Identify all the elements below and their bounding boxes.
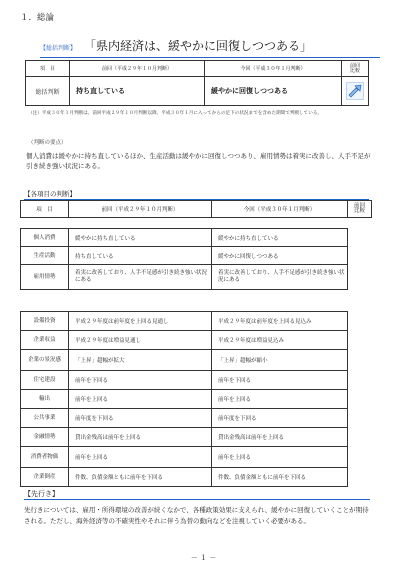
item-label: 公共事業 (21, 409, 69, 428)
verdict-tag: 【総括判断】 (40, 45, 77, 52)
header-prev: 前回（平成２９年１０月判断） (70, 61, 205, 77)
item-curr: 前年度を下回る (212, 409, 348, 428)
item-curr: 着実に改善しており、人手不足感が引き続き強い状況にある (212, 265, 348, 290)
item-label: 企業収益 (21, 331, 69, 350)
item-label: 企業倒産 (21, 468, 69, 487)
overall-verdict (40, 36, 380, 58)
items-header-table (20, 200, 372, 218)
item-compare (348, 350, 352, 371)
up-right-arrow-icon (346, 82, 364, 100)
item-prev: 平成２９年度は前年度を上回る見通し (69, 312, 212, 331)
verdict-underline (40, 57, 380, 59)
item-curr: 平成２９年度は増益見込み (212, 331, 348, 350)
header-compare (342, 61, 369, 77)
outlook-title: 【先行き】 (24, 490, 59, 498)
item-label: 住宅建設 (21, 371, 69, 390)
summary-compare (342, 77, 369, 106)
item-compare (348, 265, 352, 290)
header-item: 項 目 (26, 61, 70, 77)
item-label: 企業の景況感 (21, 350, 69, 371)
summary-label: 総括判断 (26, 77, 70, 106)
item-row (21, 409, 352, 428)
item-row (21, 312, 352, 331)
page-number: － １ － (190, 554, 217, 562)
item-curr: 貸出金残高は前年を上回る (212, 428, 348, 447)
item-compare (348, 247, 352, 265)
item-prev: 着実に改善しており、人手不足感が引き続き強い状況にある (69, 265, 212, 290)
item-label: 生産活動 (21, 247, 69, 265)
basis-text: 個人消費は緩やかに持ち直しているほか、生産活動は緩やかに回復しつつあり、雇用情勢は着実に改善し、人手不足が引き続き強い状況にある。 (26, 152, 371, 170)
header-compare-line2: 比較 (349, 67, 360, 74)
verdict-text: 「県内経済は、緩やかに回復しつつある」 (84, 39, 313, 53)
item-compare (348, 468, 352, 487)
item-label: 消費者物価 (21, 447, 69, 468)
summary-prev: 持ち直している (70, 77, 205, 106)
summary-header-row (26, 61, 369, 77)
summary-curr: 緩やかに回復しつつある (205, 77, 342, 106)
item-label: 雇用情勢 (21, 265, 69, 290)
item-row (21, 265, 352, 290)
item-row (21, 247, 352, 265)
item-row (21, 229, 352, 247)
item-compare (348, 331, 352, 350)
item-compare (348, 312, 352, 331)
item-curr: 前年を下回る (212, 371, 348, 390)
item-prev: 貸出金残高は前年を上回る (69, 428, 212, 447)
items-group-2 (20, 311, 352, 487)
item-prev: 「上昇」超幅が拡大 (69, 350, 212, 371)
note-text: （注）平成３０年１月判断は、前回平成２９年１０月判断以降、平成３０年１月に入ってからの足下の状況までを含めた期間で判断している。 (28, 111, 323, 116)
item-row (21, 428, 352, 447)
item-curr: 前年を上回る (212, 447, 348, 468)
item-row (21, 390, 352, 409)
item-compare (348, 371, 352, 390)
item-compare (348, 229, 352, 247)
header-compare-line1: 前回 (349, 62, 360, 69)
item-compare (348, 390, 352, 409)
items-title: 【各項目の判断】 (24, 190, 76, 198)
summary-row (26, 77, 369, 106)
item-prev: 前年度を下回る (69, 409, 212, 428)
item-label: 設備投資 (21, 312, 69, 331)
summary-table (25, 60, 369, 106)
item-curr: 平成２９年度は前年度を上回る見込み (212, 312, 348, 331)
item-curr: 「上昇」超幅が縮小 (212, 350, 348, 371)
header-curr: 今回（平成３０年１月判断） (205, 61, 342, 77)
item-row (21, 468, 352, 487)
item-label: 金融情勢 (21, 428, 69, 447)
item-curr: 緩やかに持ち直している (212, 229, 348, 247)
item-prev: 緩やかに持ち直している (69, 229, 212, 247)
items-header-row (21, 201, 372, 218)
item-curr: 件数、負債金額ともに前年を下回る (212, 468, 348, 487)
items-header-compare-line1: 前回 (353, 203, 365, 209)
item-label: 個人消費 (21, 229, 69, 247)
item-compare (348, 428, 352, 447)
item-curr: 前年を上回る (212, 390, 348, 409)
item-prev: 前年を上回る (69, 390, 212, 409)
items-header-compare (348, 201, 372, 218)
items-header-curr: 今回（平成３０年１月判断） (212, 201, 348, 218)
item-row (21, 447, 352, 468)
item-prev: 前年を下回る (69, 371, 212, 390)
item-row (21, 371, 352, 390)
section-title: １．総論 (20, 13, 55, 23)
item-prev: 平成２９年度は増益見通し (69, 331, 212, 350)
item-row (21, 331, 352, 350)
outlook-title-underline (24, 499, 370, 500)
items-group-1 (20, 228, 352, 290)
item-prev: 前年を上回る (69, 447, 212, 468)
outlook-text: 先行きについては、雇用・所得環境の改善が続くなかで、各種政策効果に支えられ、緩やかに回復していくことが期待される。ただし、海外経済等の不確実性やそれに伴う為替の動向などを注視していく必要がある。 (24, 506, 369, 525)
item-compare (348, 447, 352, 468)
item-label: 輸出 (21, 390, 69, 409)
item-prev: 持ち直している (69, 247, 212, 265)
item-prev: 件数、負債金額ともに前年を下回る (69, 468, 212, 487)
items-header-item: 項 目 (21, 201, 69, 218)
basis-label: （判断の要点） (28, 140, 67, 146)
items-header-prev: 前回（平成２９年１０月判断） (69, 201, 212, 218)
item-row (21, 350, 352, 371)
item-curr: 緩やかに回復しつつある (212, 247, 348, 265)
item-compare (348, 409, 352, 428)
items-header-compare-line2: 比較 (353, 208, 365, 214)
